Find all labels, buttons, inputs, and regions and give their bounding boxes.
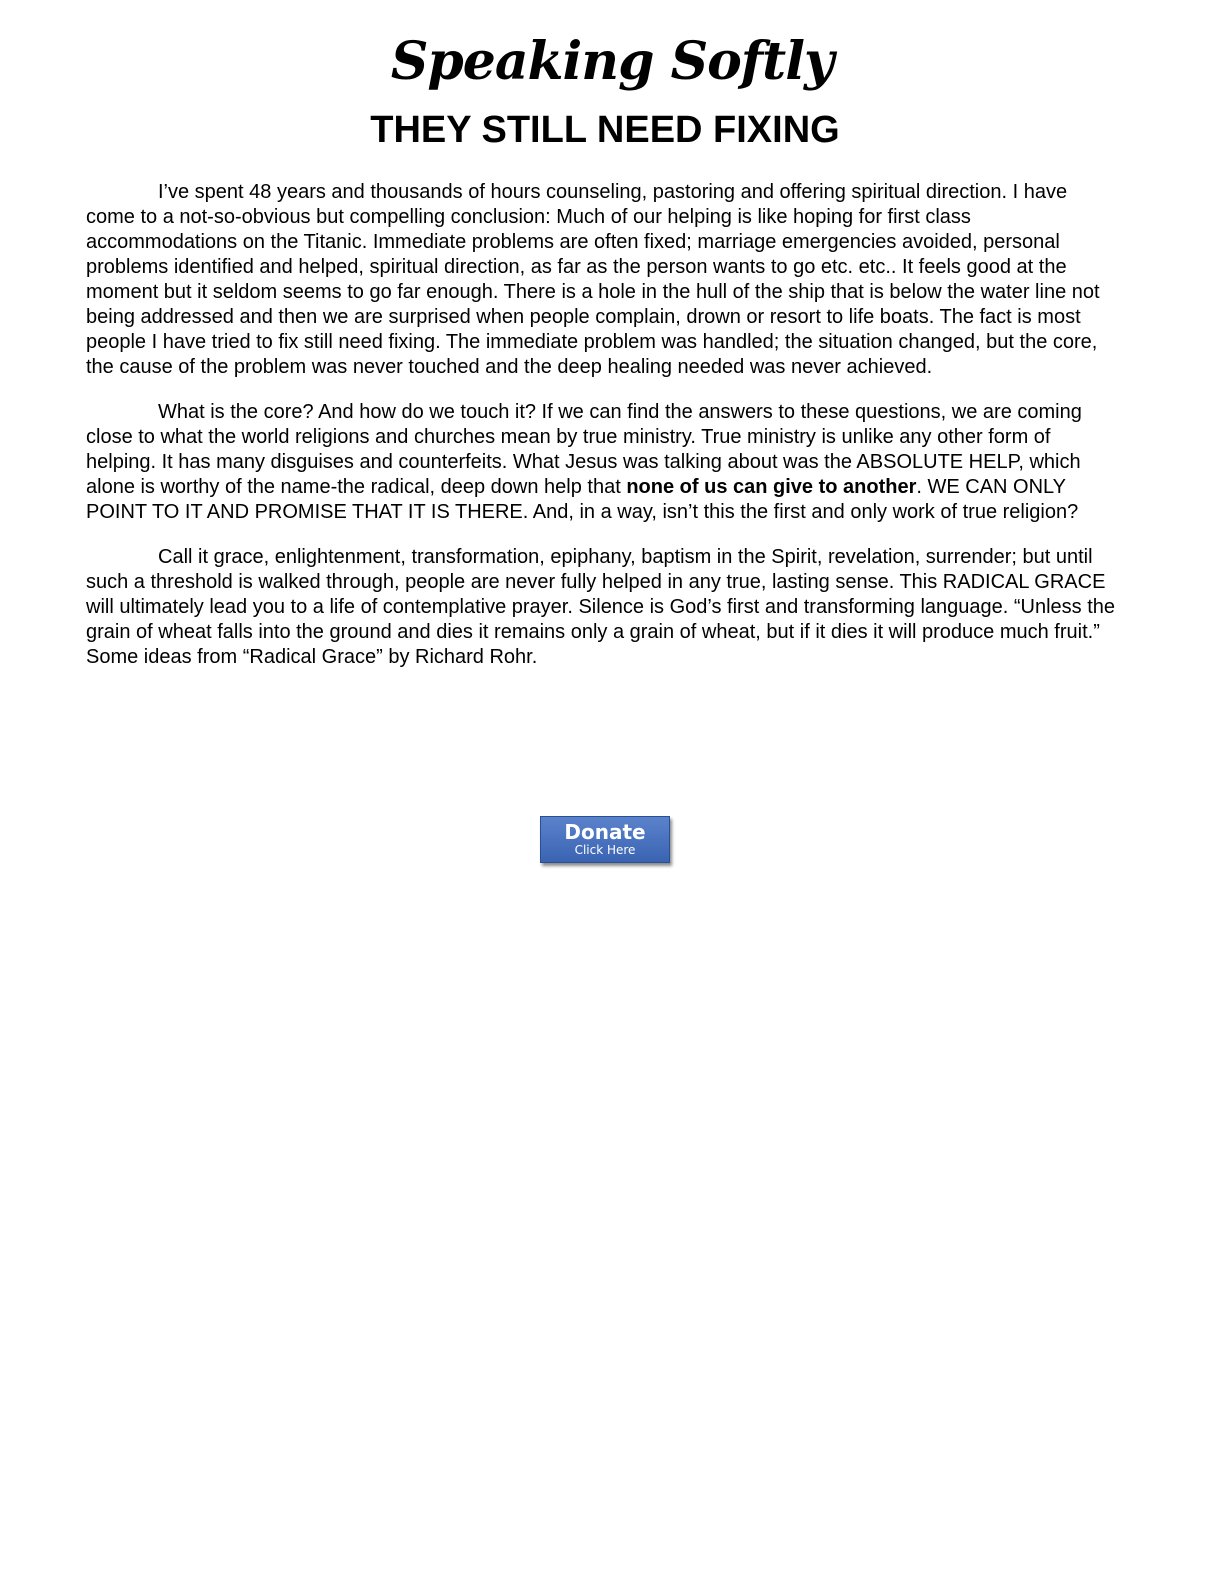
donate-button-sublabel: Click Here <box>574 843 636 857</box>
article-title: THEY STILL NEED FIXING <box>370 109 840 151</box>
paragraph-3: Call it grace, enlightenment, transformation, epiphany, baptism in the Spirit, revelation, surrender; but until such a threshold is walked through, people are never fully helped in any true, lasting sense. This RADICAL GRACE will ultimately lead you to a life of contemplative prayer. Silence is God’s first and transforming language. “Unless the grain of wheat falls into the ground and dies it remains only a grain of wheat, but if it dies it will produce much fruit.” Some ideas from “Radical Grace” by Richard Rohr. <box>86 546 1116 668</box>
donate-button[interactable] <box>540 816 670 863</box>
paragraph-2-text-end: . WE CAN ONLY POINT TO IT AND PROMISE THAT IT IS THERE. And, in a way, isn’t this the first and only work of true religion? <box>86 476 1079 523</box>
masthead-title: Speaking Softly <box>390 31 834 92</box>
paragraph-2-bold-text: none of us can give to another <box>626 476 917 498</box>
paragraph-2 <box>86 400 1116 525</box>
donate-button-label: Donate <box>564 820 646 844</box>
article-body <box>86 180 1116 690</box>
paragraph-2-text-start: What is the core? And how do we touch it? If we can find the answers to these questions, we are coming close to what the world religions and churches mean by true ministry. True ministry is unlike any other form of helping. It has many disguises and counterfeits. What Jesus was talking about was the ABSOLUTE HELP, which alone is worthy of the name-the radical, deep down help that <box>86 401 1082 498</box>
paragraph-1: I’ve spent 48 years and thousands of hours counseling, pastoring and offering spiritual direction. I have come to a not-so-obvious but compelling conclusion: Much of our helping is like hoping for first class accommodations on the Titanic. Immediate problems are often fixed; marriage emergencies avoided, personal problems identified and helped, spiritual direction, as far as the person wants to go etc. etc.. It feels good at the moment but it seldom seems to go far enough. There is a hole in the hull of the ship that is below the water line not being addressed and then we are surprised when people complain, drown or resort to life boats. The fact is most people I have tried to fix still need fixing. The immediate problem was handled; the situation changed, but the core, the cause of the problem was never touched and the deep healing needed was never achieved. <box>86 181 1100 378</box>
